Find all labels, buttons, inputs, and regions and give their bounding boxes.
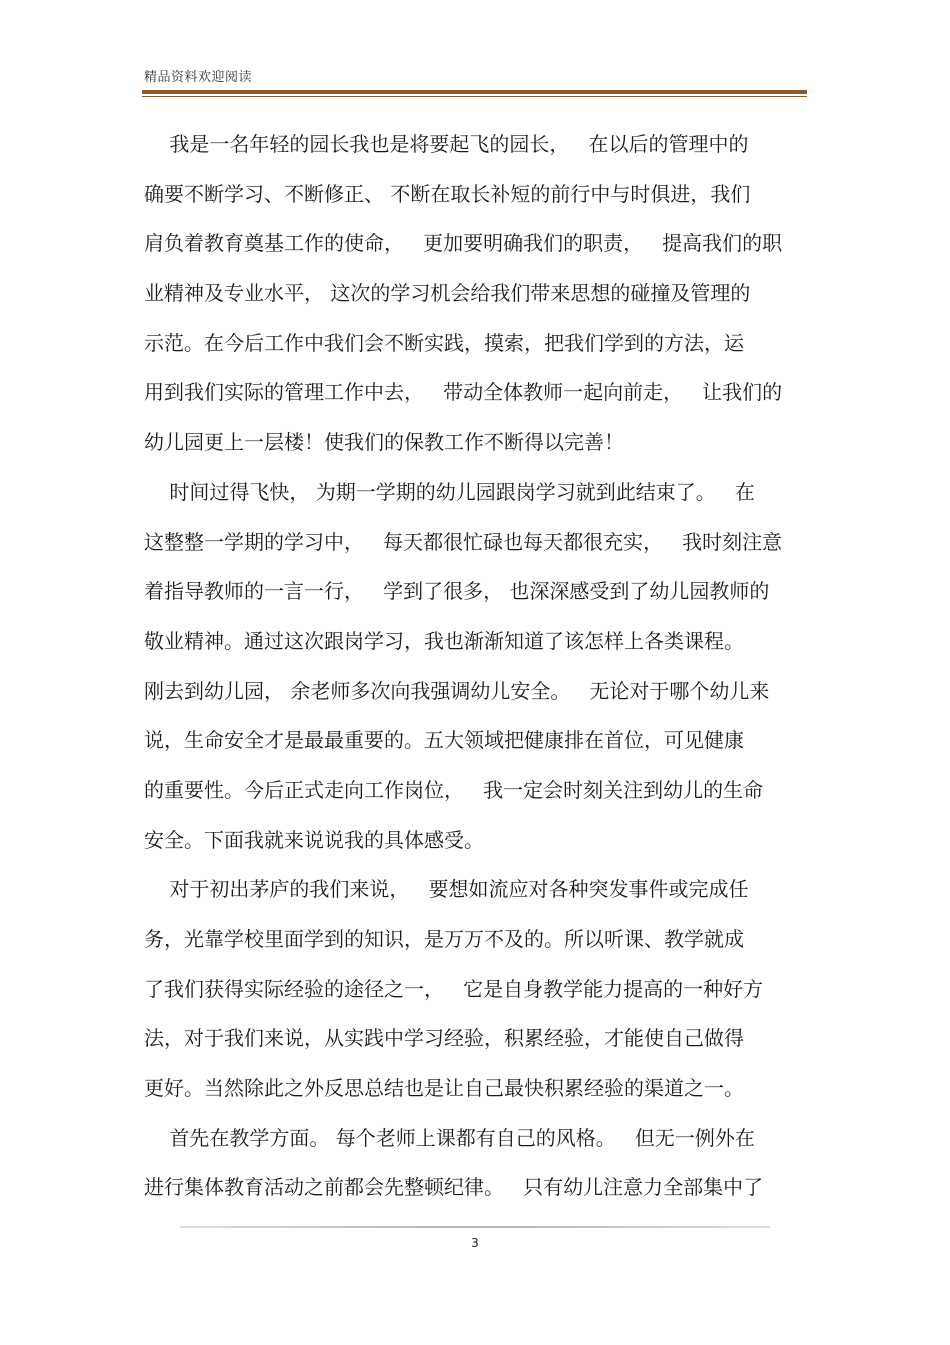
text-line: 的重要性。今后正式走向工作岗位， 我一定会时刻关注到幼儿的生命 — [144, 777, 764, 802]
text-line: 用到我们实际的管理工作中去， 带动全体教师一起向前走， 让我们的 — [144, 380, 783, 405]
text-line: 幼儿园更上一层楼！使我们的保教工作不断得以完善！ — [144, 430, 624, 455]
footer-rule — [180, 1226, 770, 1228]
text-line: 务，光靠学校里面学到的知识，是万万不及的。所以听课、教学就成 — [144, 927, 744, 951]
text-line: 肩负着教育奠基工作的使命， 更加要明确我们的职责， 提高我们的职 — [144, 231, 783, 256]
page-header-text: 精品资料欢迎阅读 — [144, 70, 253, 85]
text-line: 时间过得飞快， 为期一学期的幼儿园跟岗学习就到此结束了。 在 — [144, 479, 755, 504]
page-number: 3 — [471, 1236, 479, 1250]
text-line: 安全。下面我就来说说我的具体感受。 — [144, 827, 484, 852]
document-body — [144, 120, 814, 1213]
text-line: 示范。在今后工作中我们会不断实践，摸索，把我们学到的方法，运 — [144, 330, 744, 355]
text-line: 着指导教师的一言一行， 学到了很多， 也深深感受到了幼儿园教师的 — [144, 579, 770, 604]
text-line: 进行集体教育活动之前都会先整顿纪律。 只有幼儿注意力全部集中了 — [144, 1175, 764, 1200]
text-line: 法，对于我们来说，从实践中学习经验，积累经验，才能使自己做得 — [144, 1026, 744, 1051]
text-line: 了我们获得实际经验的途径之一， 它是自身教学能力提高的一种好方 — [144, 976, 764, 1001]
text-line: 这整整一学期的学习中， 每天都很忙碌也每天都很充实， 我时刻注意 — [144, 529, 783, 554]
text-line: 更好。当然除此之外反思总结也是让自己最快积累经验的渠道之一。 — [144, 1076, 744, 1101]
header-rule — [142, 90, 807, 94]
text-line: 对于初出茅庐的我们来说， 要想如流应对各种突发事件或完成任 — [144, 877, 749, 902]
text-line: 说，生命安全才是最最重要的。五大领域把健康排在首位，可见健康 — [144, 728, 744, 753]
text-line: 确要不断学习、不断修正、 不断在取长补短的前行中与时俱进，我们 — [144, 181, 751, 206]
text-line: 业精神及专业水平， 这次的学习机会给我们带来思想的碰撞及管理的 — [144, 281, 751, 306]
header-rule-thin — [142, 96, 807, 97]
text-line: 敬业精神。通过这次跟岗学习，我也渐渐知道了该怎样上各类课程。 — [144, 628, 744, 653]
text-line: 我是一名年轻的园长我也是将要起飞的园长， 在以后的管理中的 — [144, 132, 749, 156]
text-line: 刚去到幼儿园， 余老师多次向我强调幼儿安全。 无论对于哪个幼儿来 — [144, 678, 770, 703]
text-line: 首先在教学方面。 每个老师上课都有自己的风格。 但无一例外在 — [144, 1125, 755, 1150]
